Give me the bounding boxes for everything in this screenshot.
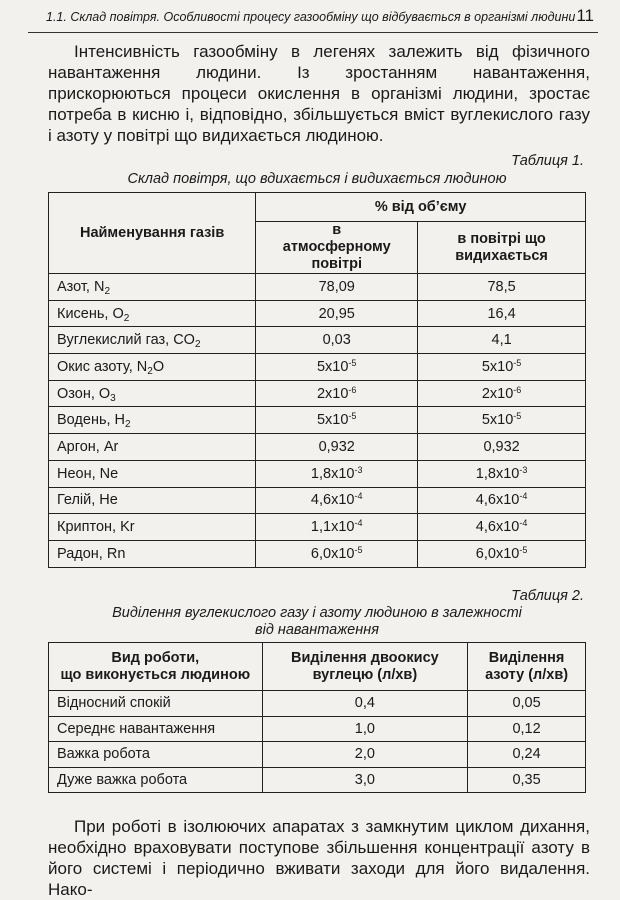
- col-exhaled-header: в повітрі що видихається: [418, 222, 586, 274]
- atmospheric-value: 0,03: [322, 332, 351, 349]
- exhaled-value-cell: [418, 407, 586, 434]
- table-row: [49, 514, 586, 541]
- work-type-cell: Важка робота: [49, 742, 263, 768]
- table1-label: Таблиця 1.: [511, 153, 584, 169]
- table1-caption: Склад повітря, що вдихається і видихається людиною: [127, 171, 507, 187]
- col-atmospheric-header: в атмосферному повітрі: [256, 222, 418, 274]
- gas-name-cell: [49, 460, 256, 487]
- table-row: [49, 274, 586, 301]
- gas-name-cell: [49, 487, 256, 514]
- table-row: [49, 540, 586, 567]
- table-row: [49, 300, 586, 327]
- table-row: [49, 327, 586, 354]
- gas-name-cell: [49, 300, 256, 327]
- exhaled-value: 16,4: [487, 305, 516, 322]
- exhaled-value-cell: [418, 487, 586, 514]
- table-row: [49, 380, 586, 407]
- co2-value-cell: 1,0: [262, 716, 468, 742]
- air-composition-body: [49, 274, 586, 568]
- table-row: [49, 691, 586, 717]
- atmospheric-value-cell: [256, 407, 418, 434]
- exhaled-value-cell: [418, 354, 586, 381]
- emission-by-workload-table: [48, 642, 586, 793]
- exhaled-value-exponent: -4: [519, 491, 528, 502]
- gas-name: Азот, N: [57, 278, 105, 295]
- exhaled-value-exponent: -3: [519, 464, 528, 475]
- exhaled-value-cell: [418, 460, 586, 487]
- atmospheric-value-exponent: -5: [354, 544, 363, 555]
- gas-name: Неон, Ne: [57, 465, 119, 482]
- atmospheric-value: 5x10: [316, 412, 349, 429]
- exhaled-value-exponent: -5: [513, 357, 522, 368]
- table2-caption: [48, 605, 586, 639]
- atmospheric-value: 20,95: [318, 305, 355, 322]
- exhaled-value: 4,6x10: [475, 492, 520, 509]
- gas-subscript: 2: [104, 285, 111, 297]
- atmospheric-value: 0,932: [318, 438, 355, 455]
- work-type-cell: Відносний спокій: [49, 691, 263, 717]
- atmospheric-value-cell: [256, 300, 418, 327]
- exhaled-value-exponent: -5: [519, 544, 528, 555]
- exhaled-value-cell: [418, 274, 586, 301]
- gas-name-cell: [49, 380, 256, 407]
- gas-name: Криптон, Kr: [57, 519, 135, 536]
- running-title: 1.1. Склад повітря. Особливості процесу газообміну що відбувається в організмі людини: [46, 10, 576, 24]
- gas-name: Кисень, O: [57, 305, 124, 322]
- table-row: [49, 434, 586, 461]
- table-row: [49, 460, 586, 487]
- gas-subscript: 2: [147, 365, 153, 377]
- gas-name: Окис азоту, N: [57, 358, 148, 375]
- exhaled-value-cell: [418, 514, 586, 541]
- gas-name-cell: [49, 354, 256, 381]
- exhaled-value-cell: [418, 434, 586, 461]
- page-header: [28, 6, 598, 33]
- exhaled-value-exponent: -6: [513, 384, 522, 395]
- atmospheric-value-exponent: -6: [348, 384, 357, 395]
- gas-subscript: 3: [110, 392, 116, 404]
- exhaled-value-cell: [418, 300, 586, 327]
- atmospheric-value: 4,6x10: [310, 492, 355, 509]
- gas-name-cell: [49, 407, 256, 434]
- gas-name: Озон, O: [57, 385, 111, 402]
- gas-name-cell: [49, 514, 256, 541]
- atmospheric-value-cell: [256, 460, 418, 487]
- atmospheric-value-exponent: -5: [348, 357, 357, 368]
- air-composition-table: [48, 192, 586, 568]
- col-volume-percent-header: % від об’єму: [256, 193, 586, 222]
- col-co2-header: [262, 643, 468, 691]
- gas-name: Вуглекислий газ, CO: [57, 332, 195, 349]
- atmospheric-value-cell: [256, 274, 418, 301]
- intro-paragraph: Інтенсивність газообміну в легенях залежить від фізичного навантаження людини. Із зростанням навантаження, прискорюються процеси окислення в організмі людини, зростає потреба в кисню і, відповідно, збільшується вміст вуглекислого газу і азоту у повітрі що видихається людиною.: [48, 42, 590, 145]
- gas-name: Водень, H: [57, 412, 126, 429]
- co2-value-cell: 0,4: [262, 691, 468, 717]
- work-type-cell: Середнє навантаження: [49, 716, 263, 742]
- col-n2-line2: азоту (л/хв): [485, 666, 569, 683]
- atmospheric-value: 1,1x10: [310, 519, 355, 536]
- n2-value-cell: 0,24: [468, 742, 586, 768]
- exhaled-value-cell: [418, 327, 586, 354]
- gas-name: Аргон, Ar: [57, 438, 119, 455]
- exhaled-value-cell: [418, 380, 586, 407]
- table2-caption-line2: від навантаження: [255, 622, 379, 638]
- n2-value-cell: 0,35: [468, 767, 586, 793]
- table2-caption-line1: Виділення вуглекислого газу і азоту людиною в залежності: [112, 605, 522, 621]
- gas-subscript: 2: [194, 339, 201, 351]
- col-co2-line1: Виділення двоокису: [291, 649, 439, 666]
- atmospheric-value-cell: [256, 380, 418, 407]
- atmospheric-value-exponent: -4: [354, 491, 363, 502]
- table-row: [49, 354, 586, 381]
- atmospheric-value: 1,8x10: [310, 465, 355, 482]
- gas-name-cell: [49, 327, 256, 354]
- exhaled-value: 5x10: [481, 358, 514, 375]
- gas-name-cell: [49, 540, 256, 567]
- page-number: 11: [576, 6, 594, 25]
- n2-value-cell: 0,05: [468, 691, 586, 717]
- table-row: [49, 487, 586, 514]
- col-gas-name-header: Найменування газів: [49, 193, 256, 274]
- atmospheric-value-cell: [256, 354, 418, 381]
- exhaled-value-cell: [418, 540, 586, 567]
- atmospheric-value-exponent: -3: [354, 464, 363, 475]
- co2-value-cell: 3,0: [262, 767, 468, 793]
- gas-name: Гелій, He: [57, 492, 118, 509]
- col-work-type-line1: Вид роботи,: [111, 649, 200, 666]
- table-row: [49, 742, 586, 768]
- gas-name-cell: [49, 434, 256, 461]
- atmospheric-value-cell: [256, 327, 418, 354]
- col-work-type-header: [49, 643, 263, 691]
- exhaled-value: 0,932: [483, 438, 520, 455]
- gas-subscript: 2: [125, 419, 131, 431]
- atmospheric-value-cell: [256, 487, 418, 514]
- atmospheric-value: 6,0x10: [310, 545, 355, 562]
- table-row: [49, 767, 586, 793]
- n2-value-cell: 0,12: [468, 716, 586, 742]
- gas-name-cell: [49, 274, 256, 301]
- atmospheric-value-exponent: -5: [348, 411, 357, 422]
- col-co2-line2: вуглецю (л/хв): [312, 666, 418, 683]
- gas-subscript: 2: [123, 312, 130, 324]
- gas-name: Радон, Rn: [57, 545, 126, 562]
- exhaled-value: 5x10: [481, 412, 514, 429]
- atmospheric-value: 78,09: [318, 278, 355, 295]
- col-n2-line1: Виділення: [488, 649, 565, 666]
- table-row: [49, 716, 586, 742]
- exhaled-value: 6,0x10: [475, 545, 520, 562]
- atmospheric-value: 2x10: [316, 385, 349, 402]
- emission-by-workload-body: [49, 691, 586, 793]
- atmospheric-value-exponent: -4: [354, 518, 363, 529]
- atmospheric-value-cell: [256, 434, 418, 461]
- exhaled-value: 2x10: [481, 385, 514, 402]
- atmospheric-value-cell: [256, 514, 418, 541]
- work-type-cell: Дуже важка робота: [49, 767, 263, 793]
- col-n2-header: [468, 643, 586, 691]
- exhaled-value: 4,6x10: [475, 519, 520, 536]
- exhaled-value: 78,5: [487, 278, 516, 295]
- exhaled-value: 1,8x10: [475, 465, 520, 482]
- exhaled-value-exponent: -4: [519, 518, 528, 529]
- table-row: [49, 407, 586, 434]
- co2-value-cell: 2,0: [262, 742, 468, 768]
- gas-name-tail: O: [152, 358, 165, 375]
- exhaled-value: 4,1: [491, 332, 512, 349]
- atmospheric-value-cell: [256, 540, 418, 567]
- col-work-type-line2: що виконується людиною: [60, 666, 251, 683]
- exhaled-value-exponent: -5: [513, 411, 522, 422]
- closing-paragraph: При роботі в ізолюючих апаратах з замкнутим циклом дихання, необхідно враховувати поступове збільшення концентрації азоту в його системі і періодично вживати заходи для його видалення. Нако-: [48, 817, 590, 899]
- atmospheric-value: 5x10: [316, 358, 349, 375]
- table2-label: Таблиця 2.: [511, 588, 584, 604]
